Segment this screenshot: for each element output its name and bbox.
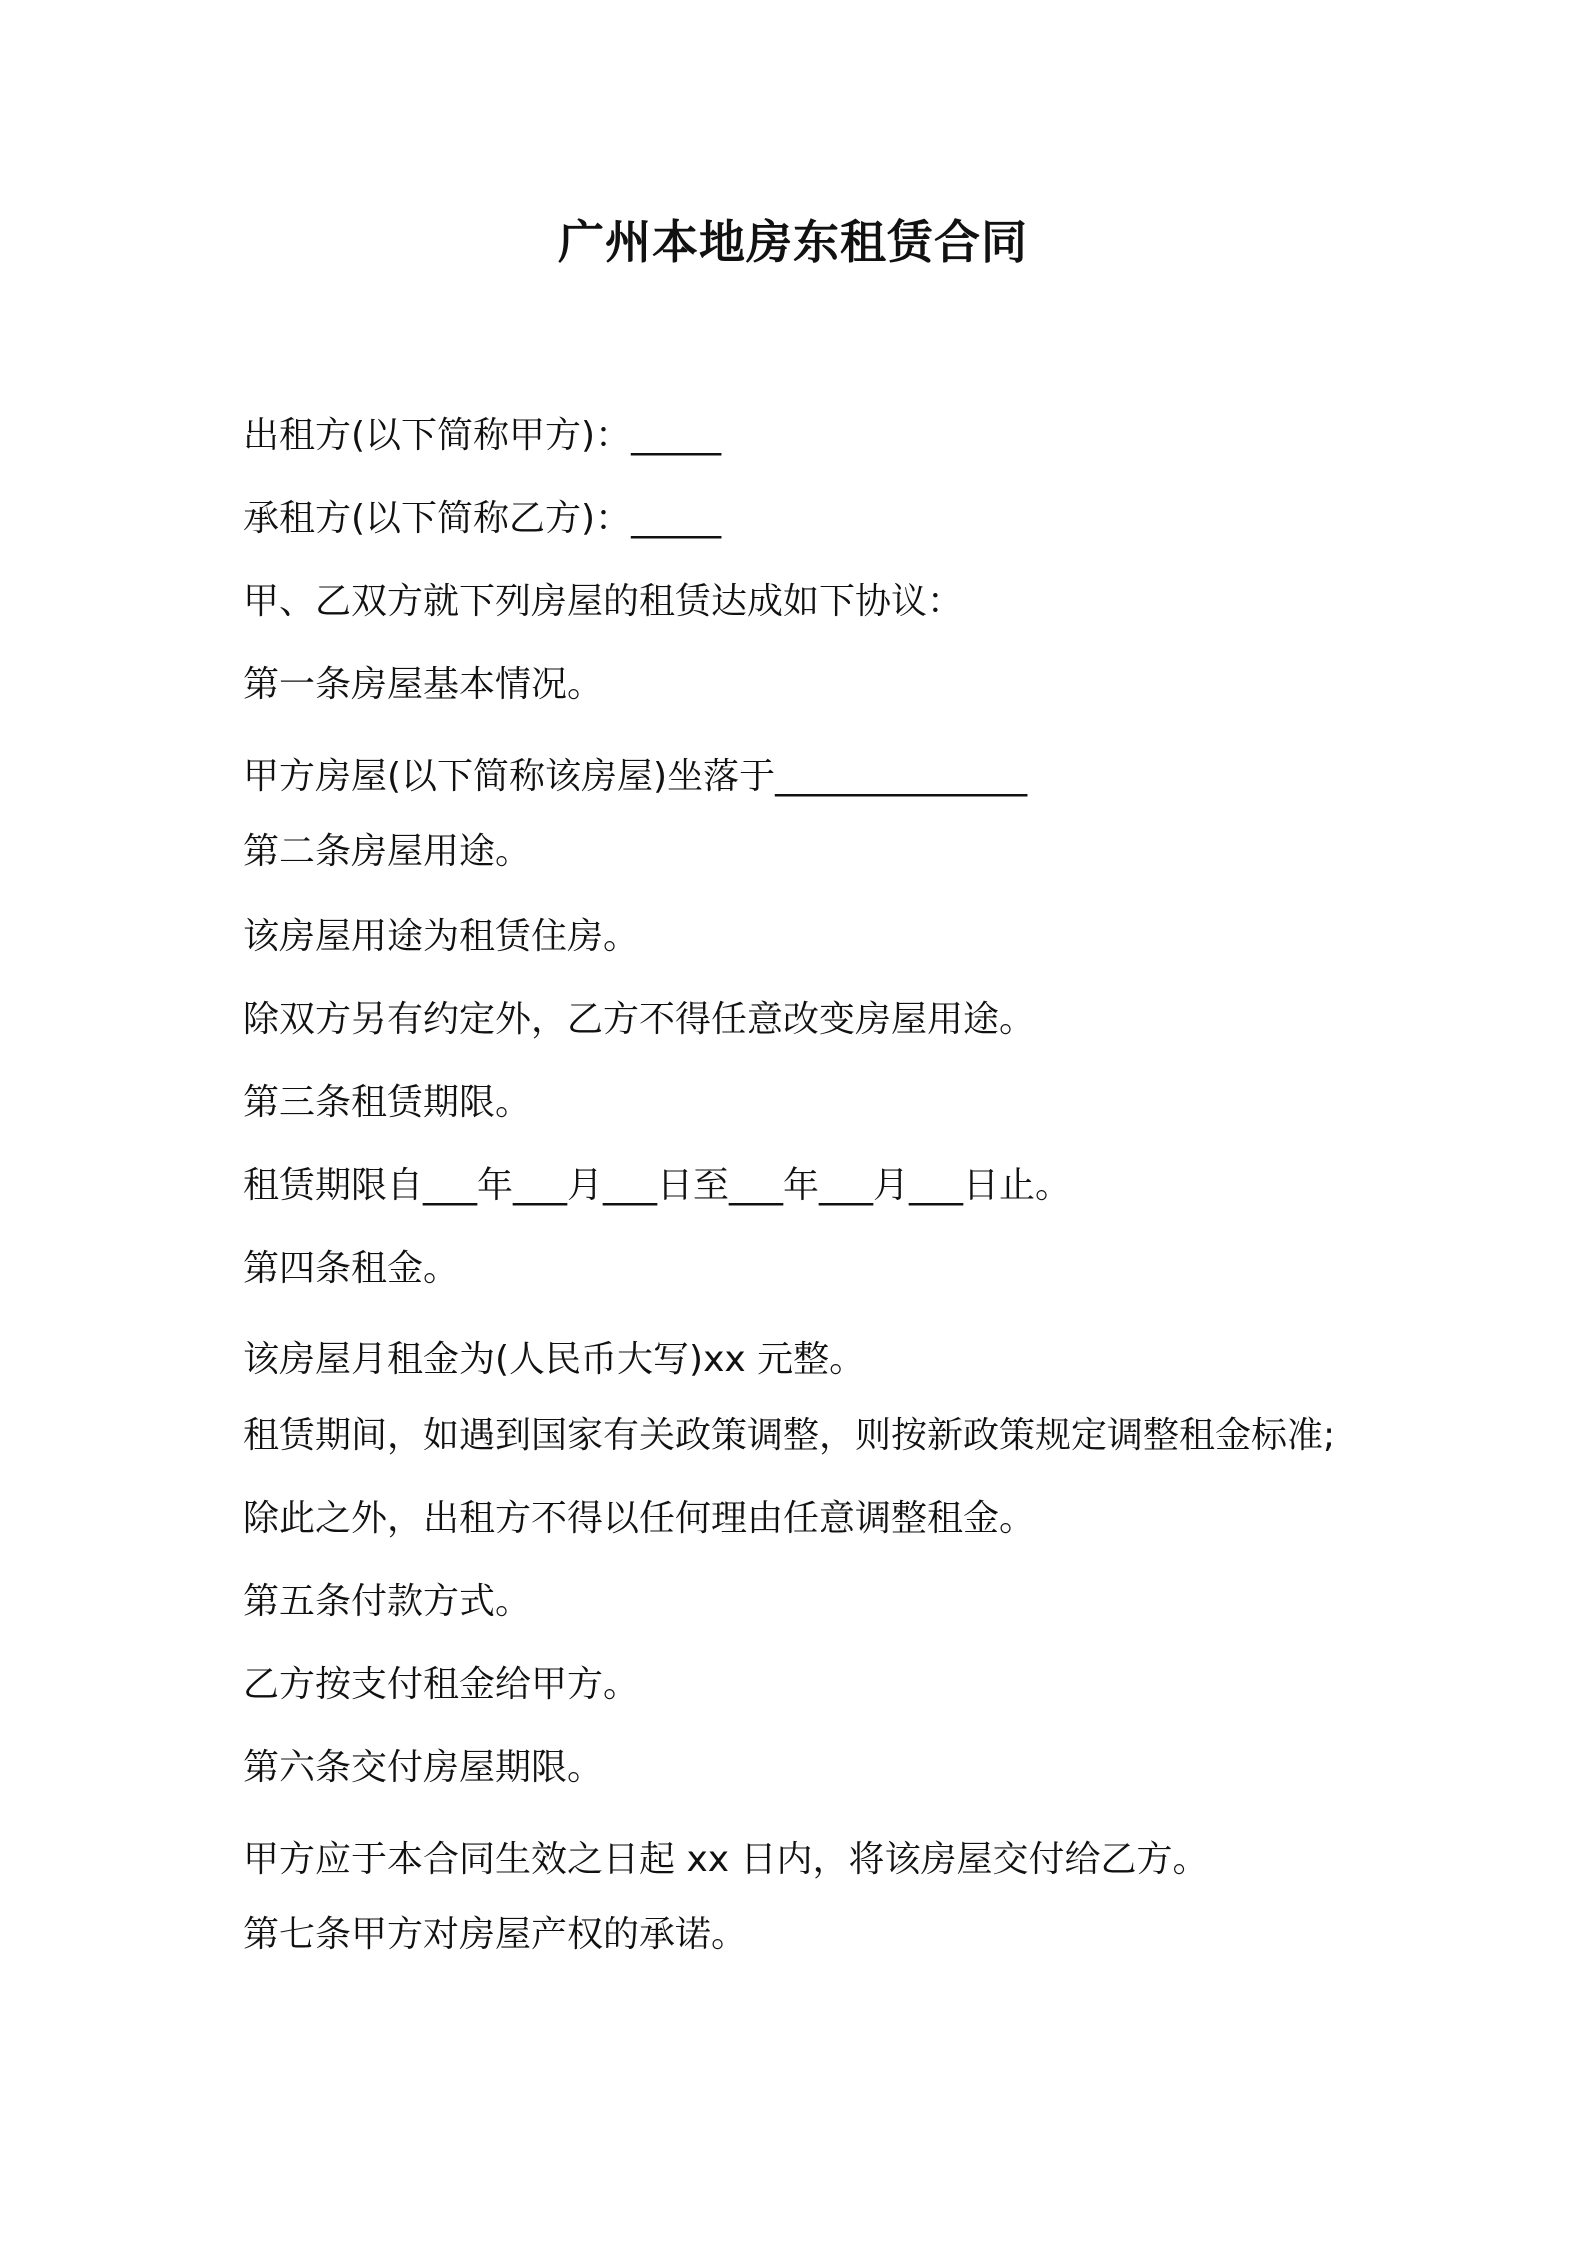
payment-line: 乙方按支付租金给甲方。 — [243, 1664, 640, 1705]
agreement-intro-line: 甲、乙双方就下列房屋的租赁达成如下协议： — [243, 581, 964, 622]
rent-restriction-line: 除此之外，出租方不得以任何理由任意调整租金。 — [243, 1498, 1036, 1539]
document-title: 广州本地房东租赁合同 — [558, 215, 1028, 269]
property-location-line: 甲方房屋(以下简称该房屋)坐落于______________ — [243, 756, 1028, 797]
article-3-heading: 第三条租赁期限。 — [243, 1082, 532, 1123]
tenant-line: 承租方(以下简称乙方)：_____ — [243, 498, 722, 539]
article-2-heading: 第二条房屋用途。 — [243, 831, 532, 872]
monthly-rent-line: 该房屋月租金为(人民币大写)xx 元整。 — [243, 1339, 866, 1380]
landlord-line: 出租方(以下简称甲方)：_____ — [243, 415, 722, 456]
delivery-deadline-line: 甲方应于本合同生效之日起 xx 日内，将该房屋交付给乙方。 — [243, 1839, 1209, 1880]
use-restriction-line: 除双方另有约定外，乙方不得任意改变房屋用途。 — [243, 999, 1036, 1040]
lease-term-line: 租赁期限自___年___月___日至___年___月___日止。 — [243, 1165, 1072, 1206]
article-6-heading: 第六条交付房屋期限。 — [243, 1747, 604, 1788]
article-4-heading: 第四条租金。 — [243, 1248, 460, 1289]
article-5-heading: 第五条付款方式。 — [243, 1581, 532, 1622]
article-1-heading: 第一条房屋基本情况。 — [243, 664, 604, 705]
article-7-heading: 第七条甲方对房屋产权的承诺。 — [243, 1914, 748, 1955]
property-use-line: 该房屋用途为租赁住房。 — [243, 916, 640, 957]
rent-adjustment-line: 租赁期间，如遇到国家有关政策调整，则按新政策规定调整租金标准; — [243, 1415, 1336, 1456]
